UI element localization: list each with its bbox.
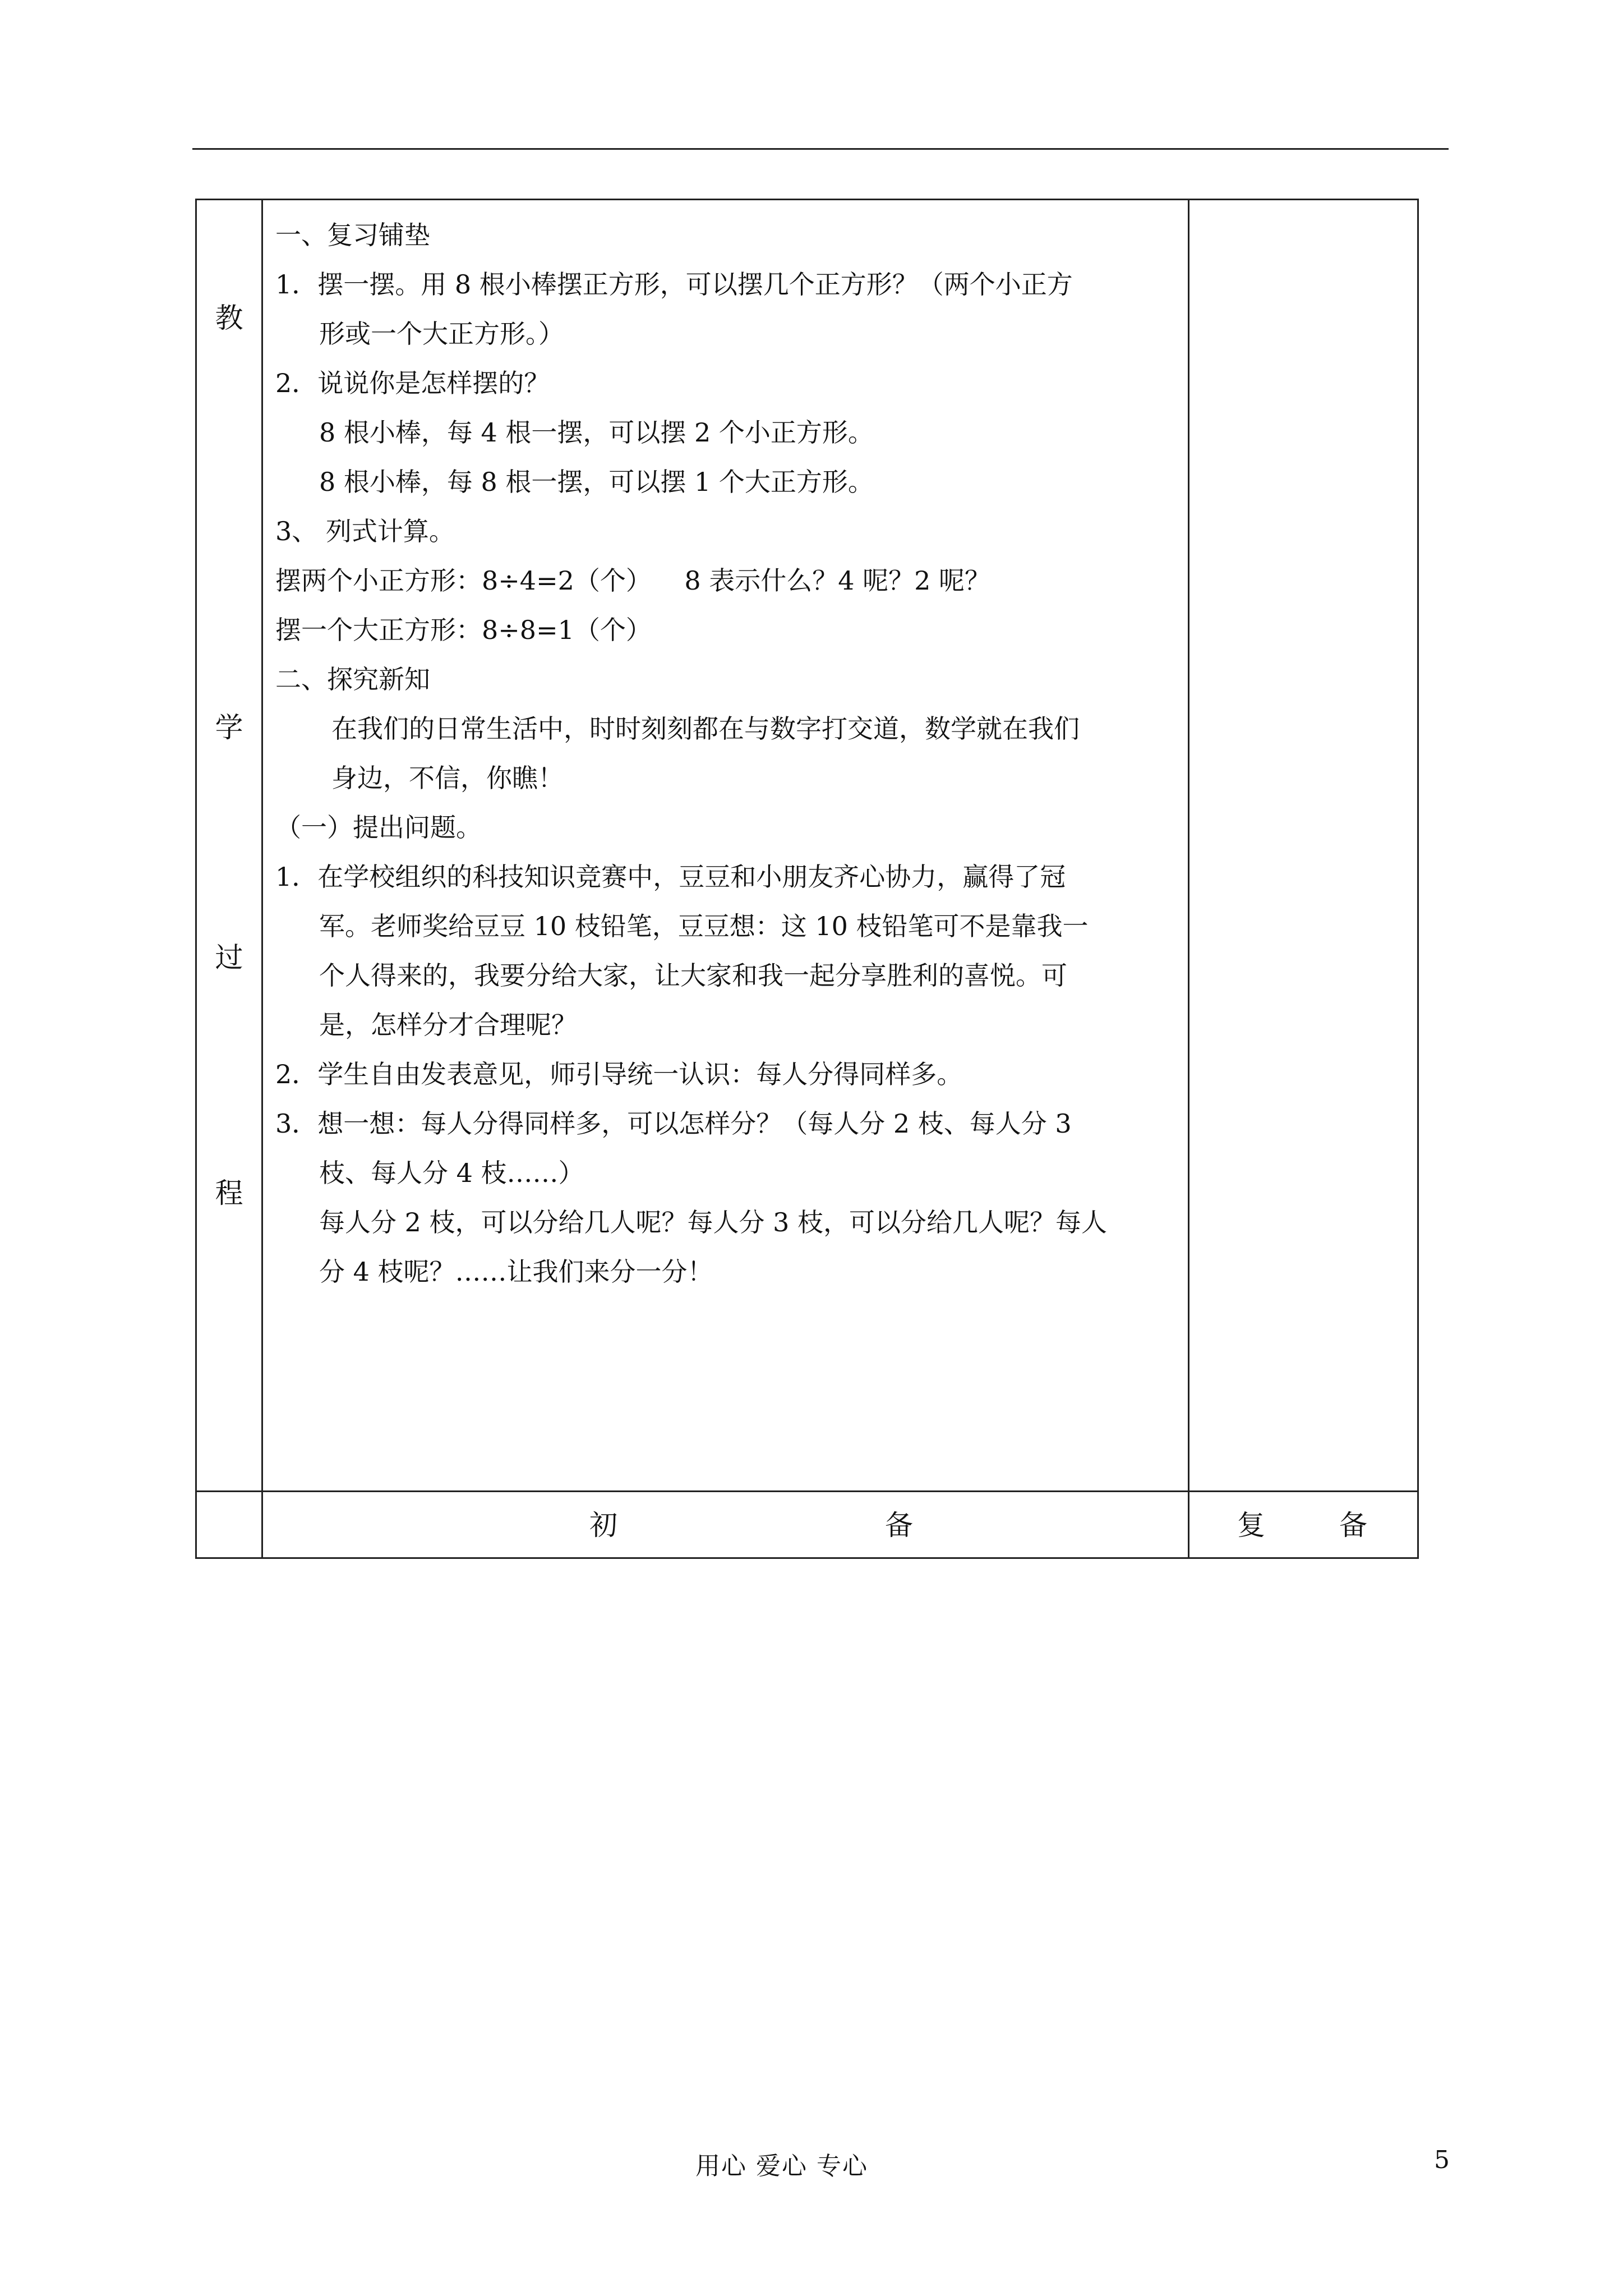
column-divider-left — [261, 200, 263, 1557]
content-line: 形或一个大正方形。） — [319, 319, 564, 349]
footer-label-bei: 备 — [885, 1509, 913, 1542]
content-line: 在我们的日常生活中，时时刻刻都在与数字打交道，数学就在我们 — [331, 714, 1080, 744]
content-line: 枝、每人分 4 枝……） — [319, 1158, 584, 1188]
content-line: 是，怎样分才合理呢？ — [319, 1010, 577, 1040]
content-line: 2．说说你是怎样摆的？ — [275, 368, 550, 398]
content-line: 身边，不信，你瞧！ — [331, 763, 564, 793]
content-line: 1．在学校组织的科技知识竞赛中，豆豆和小朋友齐心协力，赢得了冠 — [275, 862, 1066, 892]
footer-label-fu: 复 — [1237, 1509, 1265, 1542]
content-line: （一）提出问题。 — [275, 812, 482, 843]
content-line: 3、 列式计算。 — [275, 516, 455, 546]
side-label-char: 过 — [215, 941, 243, 974]
header-rule — [192, 148, 1449, 150]
content-line: 个人得来的，我要分给大家，让大家和我一起分享胜利的喜悦。可 — [319, 960, 1067, 991]
content-line: 8 根小棒，每 8 根一摆，可以摆 1 个大正方形。 — [319, 467, 874, 497]
content-line: 2．学生自由发表意见，师引导统一认识：每人分得同样多。 — [275, 1059, 963, 1089]
footer-label-chu: 初 — [589, 1509, 617, 1542]
content-line: 1．摆一摆。用 8 根小棒摆正方形，可以摆几个正方形？（两个小正方 — [275, 269, 1073, 300]
content-line: 一、复习铺垫 — [275, 220, 430, 250]
content-line: 二、探究新知 — [275, 664, 430, 694]
side-label-char: 教 — [215, 302, 243, 334]
content-line: 3．想一想：每人分得同样多，可以怎样分？（每人分 2 枝、每人分 3 — [275, 1108, 1072, 1139]
content-line: 8 根小棒，每 4 根一摆，可以摆 2 个小正方形。 — [319, 417, 874, 448]
content-line: 分 4 枝呢？……让我们来分一分！ — [319, 1257, 713, 1287]
side-label-char: 学 — [215, 711, 243, 744]
lesson-table — [195, 199, 1419, 1559]
column-divider-right — [1188, 200, 1189, 1557]
page-footer-motto: 用心 爱心 专心 — [695, 2152, 868, 2180]
content-line: 每人分 2 枝，可以分给几人呢？每人分 3 枝，可以分给几人呢？每人 — [319, 1207, 1108, 1237]
content-line: 摆一个大正方形：8÷8=1（个） — [275, 615, 652, 645]
footer-label-bei-2: 备 — [1339, 1509, 1367, 1542]
footer-row-divider — [197, 1490, 1417, 1492]
content-line: 军。老师奖给豆豆 10 枝铅笔，豆豆想：这 10 枝铅笔可不是靠我一 — [319, 911, 1089, 941]
page-number: 5 — [1434, 2146, 1450, 2174]
lesson-content — [275, 210, 1167, 1296]
side-label-char: 程 — [215, 1177, 243, 1209]
content-line: 摆两个小正方形：8÷4=2（个） 8 表示什么？4 呢？2 呢？ — [275, 565, 991, 596]
